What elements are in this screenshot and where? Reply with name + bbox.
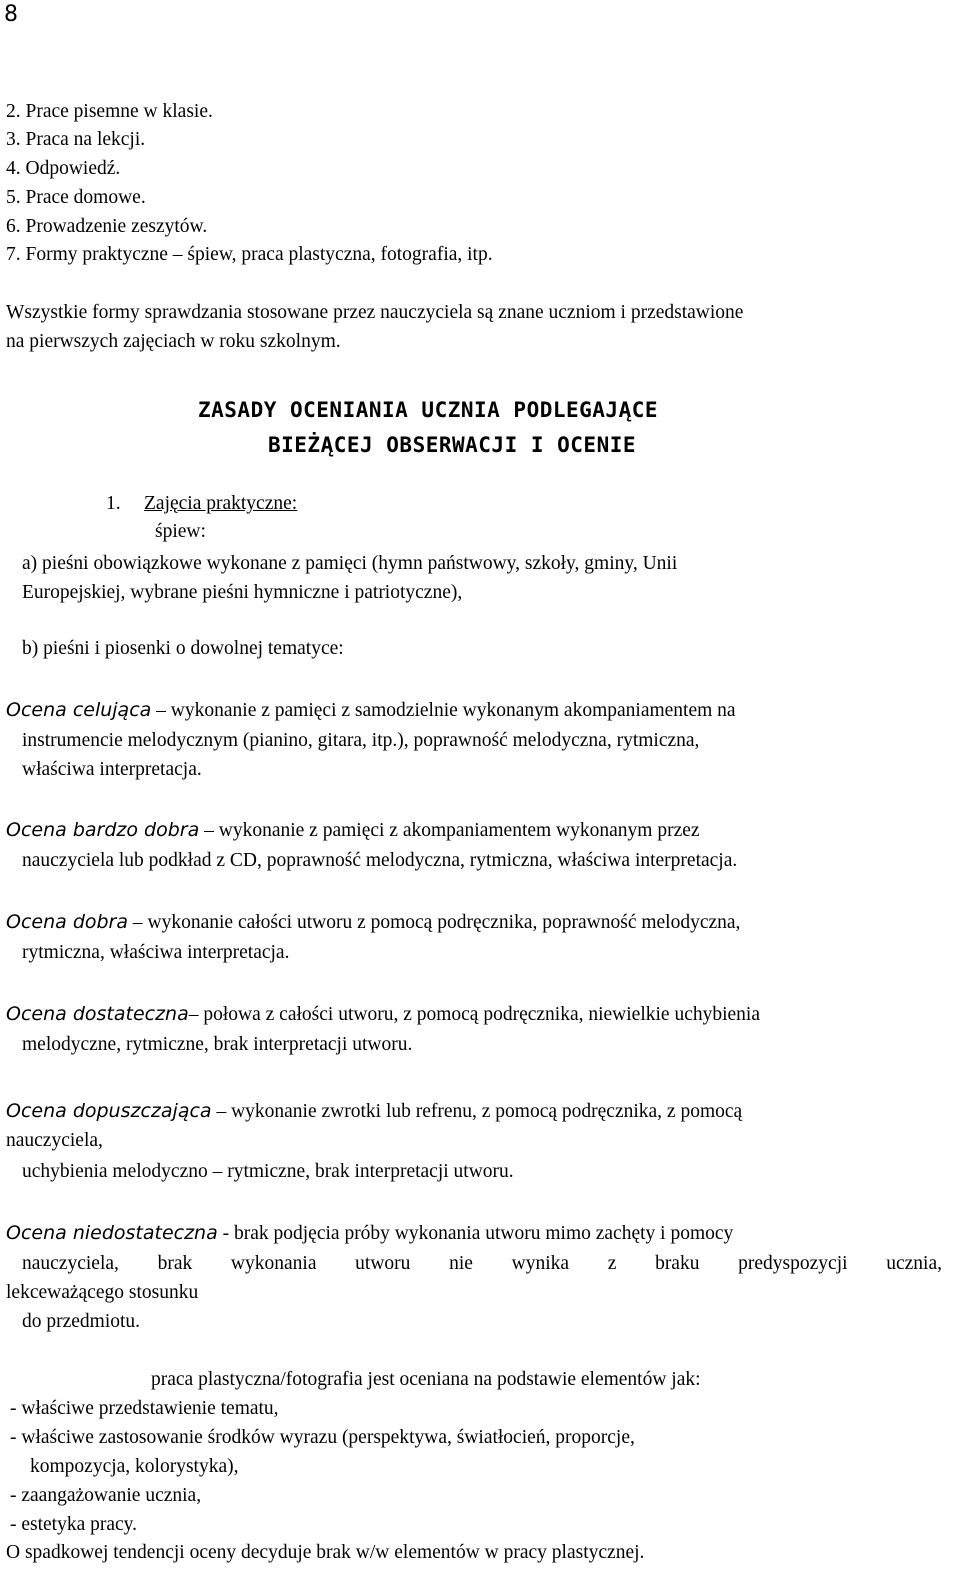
grade-label: Ocena celująca [6, 699, 152, 721]
grade-description: - brak podjęcia próby wykonania utworu mimo zachęty i pomocy [217, 1223, 734, 1244]
word: nie [449, 1253, 473, 1274]
grade-dostateczna [6, 1005, 760, 1025]
list-item: 4. Odpowiedź. [6, 158, 121, 179]
word: z [607, 1253, 617, 1274]
word: utworu [355, 1253, 411, 1274]
art-list-item: - estetyka pracy. [10, 1514, 138, 1535]
grade-description: właściwa interpretacja. [22, 759, 202, 780]
intro-paragraph: na pierwszych zajęciach w roku szkolnym. [6, 331, 341, 352]
grade-bardzo-dobra [6, 821, 700, 841]
grade-celujaca [6, 701, 736, 721]
list-item: 5. Prace domowe. [6, 187, 146, 208]
word: wynika [511, 1253, 570, 1274]
grade-description: nauczyciela lub podkład z CD, poprawność melodyczna, rytmiczna, właściwa interpretacja. [22, 850, 738, 871]
grade-description: melodyczne, rytmiczne, brak interpretacji utworu. [22, 1034, 413, 1055]
word: brak [157, 1253, 193, 1274]
art-list-item: - zaangażowanie ucznia, [10, 1485, 202, 1506]
art-list-item: - właściwe przedstawienie tematu, [10, 1398, 279, 1419]
grade-description: do przedmiotu. [22, 1311, 141, 1332]
grade-description: – wykonanie całości utworu z pomocą podręcznika, poprawność melodyczna, [128, 912, 741, 933]
section-heading: ZASADY OCENIANIA UCZNIA PODLEGAJĄCE [198, 398, 659, 422]
grade-label: Ocena dobra [6, 911, 129, 933]
grade-description: uchybienia melodyczno – rytmiczne, brak interpretacji utworu. [22, 1161, 514, 1182]
intro-paragraph: Wszystkie formy sprawdzania stosowane przez nauczyciela są znane uczniom i przedstawione [6, 302, 744, 323]
word: braku [655, 1253, 700, 1274]
grade-description [22, 1254, 942, 1274]
word: nauczyciela, [22, 1253, 119, 1274]
grade-label: Ocena bardzo dobra [6, 819, 200, 841]
grade-description: rytmiczna, właściwa interpretacja. [22, 942, 290, 963]
grade-description: – wykonanie z pamięci z akompaniamentem wykonanym przez [199, 820, 700, 841]
grade-description: instrumencie melodycznym (pianino, gitara, itp.), poprawność melodyczna, rytmiczna, [22, 730, 700, 751]
section-number: 1. [106, 493, 121, 514]
section-title: Zajęcia praktyczne: [144, 493, 298, 514]
grade-dopuszczajaca [6, 1102, 742, 1122]
section-subtitle: śpiew: [155, 521, 206, 542]
art-intro: praca plastyczna/fotografia jest oceniana na podstawie elementów jak: [151, 1369, 701, 1390]
list-item: 3. Praca na lekcji. [6, 129, 146, 150]
grade-description: nauczyciela, [6, 1130, 103, 1151]
grade-description: – wykonanie z pamięci z samodzielnie wykonanym akompaniamentem na [151, 700, 736, 721]
page-number: 8 [4, 2, 18, 27]
list-item: 7. Formy praktyczne – śpiew, praca plastyczna, fotografia, itp. [6, 244, 493, 265]
grade-label: Ocena dopuszczająca [6, 1100, 212, 1122]
list-item: 2. Prace pisemne w klasie. [6, 101, 213, 122]
list-item-a: Europejskiej, wybrane pieśni hymniczne i patriotyczne), [22, 582, 463, 603]
word: ucznia, [886, 1253, 942, 1274]
grade-description: – połowa z całości utworu, z pomocą podręcznika, niewielkie uchybienia [188, 1004, 761, 1025]
art-list-item: kompozycja, kolorystyka), [30, 1456, 239, 1477]
grade-description: lekceważącego stosunku [6, 1282, 199, 1303]
art-conclusion: O spadkowej tendencji oceny decyduje brak w/w elementów w pracy plastycznej. [6, 1542, 645, 1563]
word: wykonania [230, 1253, 317, 1274]
art-list-item: - właściwe zastosowanie środków wyrazu (perspektywa, światłocień, proporcje, [10, 1427, 635, 1448]
section-heading: BIEŻĄCEJ OBSERWACJI I OCENIE [268, 433, 637, 457]
grade-description: – wykonanie zwrotki lub refrenu, z pomocą podręcznika, z pomocą [211, 1101, 743, 1122]
grade-niedostateczna [6, 1224, 733, 1244]
list-item-a: a) pieśni obowiązkowe wykonane z pamięci (hymn państwowy, szkoły, gminy, Unii [22, 553, 678, 574]
grade-label: Ocena dostateczna [6, 1003, 189, 1025]
grade-dobra [6, 913, 740, 933]
grade-label: Ocena niedostateczna [6, 1222, 218, 1244]
list-item: 6. Prowadzenie zeszytów. [6, 216, 208, 237]
word: predyspozycji [738, 1253, 848, 1274]
list-item-b: b) pieśni i piosenki o dowolnej tematyce: [22, 638, 344, 659]
